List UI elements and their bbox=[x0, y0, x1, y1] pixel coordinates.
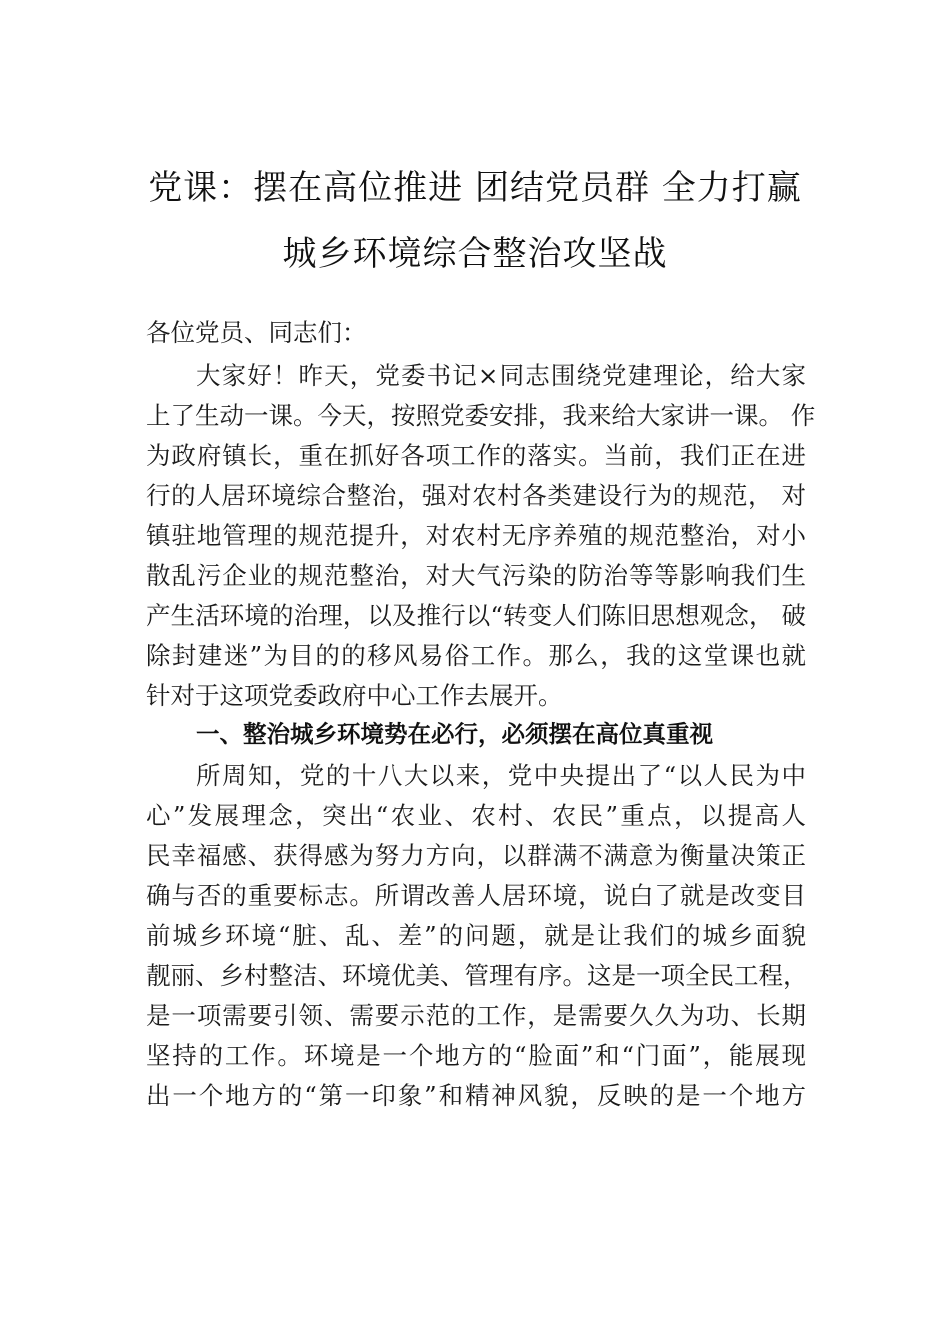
section-1-heading: 一、整治城乡环境势在必行，必须摆在高位真重视 bbox=[196, 720, 713, 748]
paragraph-2-line: 坚持的工作。环境是一个地方的“脸面”和“门面”，能展现 bbox=[146, 1041, 806, 1070]
paragraph-1-line: 大家好！昨天，党委书记×同志围绕党建理论，给大家 bbox=[196, 361, 806, 390]
paragraph-1-line: 散乱污企业的规范整治，对大气污染的防治等等影响我们生 bbox=[146, 561, 806, 590]
paragraph-1-line: 除封建迷”为目的的移风易俗工作。那么，我的这堂课也就 bbox=[146, 641, 806, 670]
paragraph-2-line: 是一项需要引领、需要示范的工作，是需要久久为功、长期 bbox=[146, 1001, 806, 1030]
salutation: 各位党员、同志们： bbox=[146, 318, 367, 347]
paragraph-2-line: 靓丽、乡村整洁、环境优美、管理有序。这是一项全民工程， bbox=[146, 961, 808, 990]
paragraph-1-line: 上了生动一课。今天，按照党委安排，我来给大家讲一课。 作 bbox=[146, 401, 816, 430]
paragraph-1-line: 针对于这项党委政府中心工作去展开。 bbox=[146, 681, 563, 710]
paragraph-2-line: 确与否的重要标志。所谓改善人居环境，说白了就是改变目 bbox=[146, 881, 806, 910]
document-title-line-1: 党课：摆在高位推进 团结党员群 全力打赢 bbox=[148, 168, 802, 208]
paragraph-2-line: 民幸福感、获得感为努力方向，以群满不满意为衡量决策正 bbox=[146, 841, 806, 870]
paragraph-1-line: 行的人居环境综合整治，强对农村各类建设行为的规范， 对 bbox=[146, 481, 806, 510]
paragraph-2-line: 出一个地方的“第一印象”和精神风貌，反映的是一个地方 bbox=[146, 1081, 806, 1110]
paragraph-1-line: 为政府镇长，重在抓好各项工作的落实。当前，我们正在进 bbox=[146, 441, 806, 470]
paragraph-2-line: 心”发展理念，突出“农业、农村、农民”重点，以提高人 bbox=[146, 801, 806, 830]
paragraph-2-line: 所周知，党的十八大以来，党中央提出了“以人民为中 bbox=[196, 761, 806, 790]
document-title-line-2: 城乡环境综合整治攻坚战 bbox=[282, 234, 668, 274]
paragraph-2-line: 前城乡环境“脏、乱、差”的问题，就是让我们的城乡面貌 bbox=[146, 921, 806, 950]
paragraph-1-line: 产生活环境的治理，以及推行以“转变人们陈旧思想观念， 破 bbox=[146, 601, 806, 630]
paragraph-1-line: 镇驻地管理的规范提升，对农村无序养殖的规范整治，对小 bbox=[146, 521, 806, 550]
